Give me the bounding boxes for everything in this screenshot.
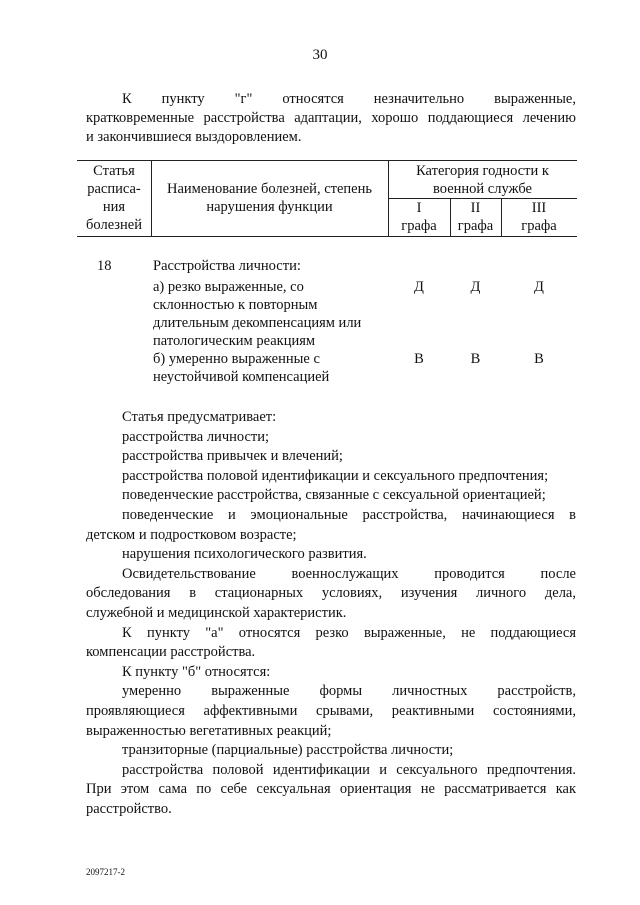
body-paragraph [86,447,576,467]
body-line: При этом сама по себе сексуальная ориентация не рассматривается как [86,781,576,798]
body-paragraph [86,663,576,683]
body-paragraph [86,428,576,448]
body-paragraph [86,486,576,506]
body-paragraph [86,506,576,545]
body-line: поведенческие и эмоциональные расстройства, начинающиеся в [122,506,576,523]
row-a-description: а) резко выраженные, со склонностью к повторным длительным декомпенсациям или патологическим реакциям [153,279,362,349]
body-paragraph [86,408,576,428]
article-number: 18 [97,258,112,274]
body-line: Статья предусматривает: [122,409,277,425]
body-line: расстройства половой идентификации и сексуального предпочтения. [122,761,576,778]
header-grafa-2: II графа [457,200,494,234]
body-paragraph [86,761,576,820]
row-b-cat-3: В [534,351,544,367]
document-code: 2097217-2 [86,867,125,877]
body-paragraph [86,565,576,624]
body-line: выраженностью вегетативных реакций; [86,722,332,739]
body-line: умеренно выраженные формы личностных расстройств, [122,683,576,700]
body-paragraph [86,741,576,761]
body-paragraph [86,682,576,741]
body-line: проявляющиеся аффективными срывами, реактивными состояниями, [86,702,576,719]
intro-paragraph [86,90,576,147]
body-line: расстройство. [86,800,172,817]
intro-line: кратковременные расстройства адаптации, хорошо поддающиеся лечению [86,110,576,126]
page-number: 30 [312,47,328,63]
header-category: Категория годности к военной службе [416,163,549,197]
body-line: транзиторные (парциальные) расстройства личности; [122,742,454,759]
row-b-description: б) умеренно выраженные с неустойчивой компенсацией [153,351,330,385]
intro-line: К пункту "г" относятся незначительно выраженные, [122,91,576,107]
table-top-border [77,160,577,161]
intro-line: и закончившиеся выздоровлением. [86,129,302,145]
header-grafa-3: III графа [521,200,557,234]
body-paragraph [86,467,576,487]
body-paragraph [86,624,576,663]
table-header-bottom-border [77,236,577,237]
body-line: служебной и медицинской характеристик. [86,604,347,621]
body-line: К пункту "а" относятся резко выраженные, не поддающиеся [122,624,576,641]
row-a-cat-2: Д [470,279,481,295]
body-line: детском и подростковом возрасте; [86,526,297,543]
row-b-cat-1: В [414,351,424,367]
row-a-cat-1: Д [414,279,424,295]
body-line: Освидетельствование военнослужащих проводится после [122,565,576,582]
body-line: компенсации расстройства. [86,644,256,661]
disease-title: Расстройства личности: [153,258,301,274]
body-line: расстройства личности; [122,428,270,445]
header-disease-name: Наименование болезней, степень нарушения функции [167,181,372,215]
body-line: расстройства половой идентификации и сексуального предпочтения; [122,467,549,484]
body-line: обследования в стационарных условиях, изучения личного дела, [86,585,576,602]
body-line: К пункту "б" относятся: [122,663,271,680]
row-b-cat-2: В [470,351,481,367]
body-paragraph [86,545,576,565]
body-line: поведенческие расстройства, связанные с сексуальной ориентацией; [122,487,546,504]
header-article: Статья расписа- ния болезней [86,163,142,233]
header-grafa-1: I графа [401,200,437,234]
article-body [86,408,576,819]
body-line: расстройства привычек и влечений; [122,448,343,465]
row-a-cat-3: Д [534,279,544,295]
body-line: нарушения психологического развития. [122,546,367,563]
